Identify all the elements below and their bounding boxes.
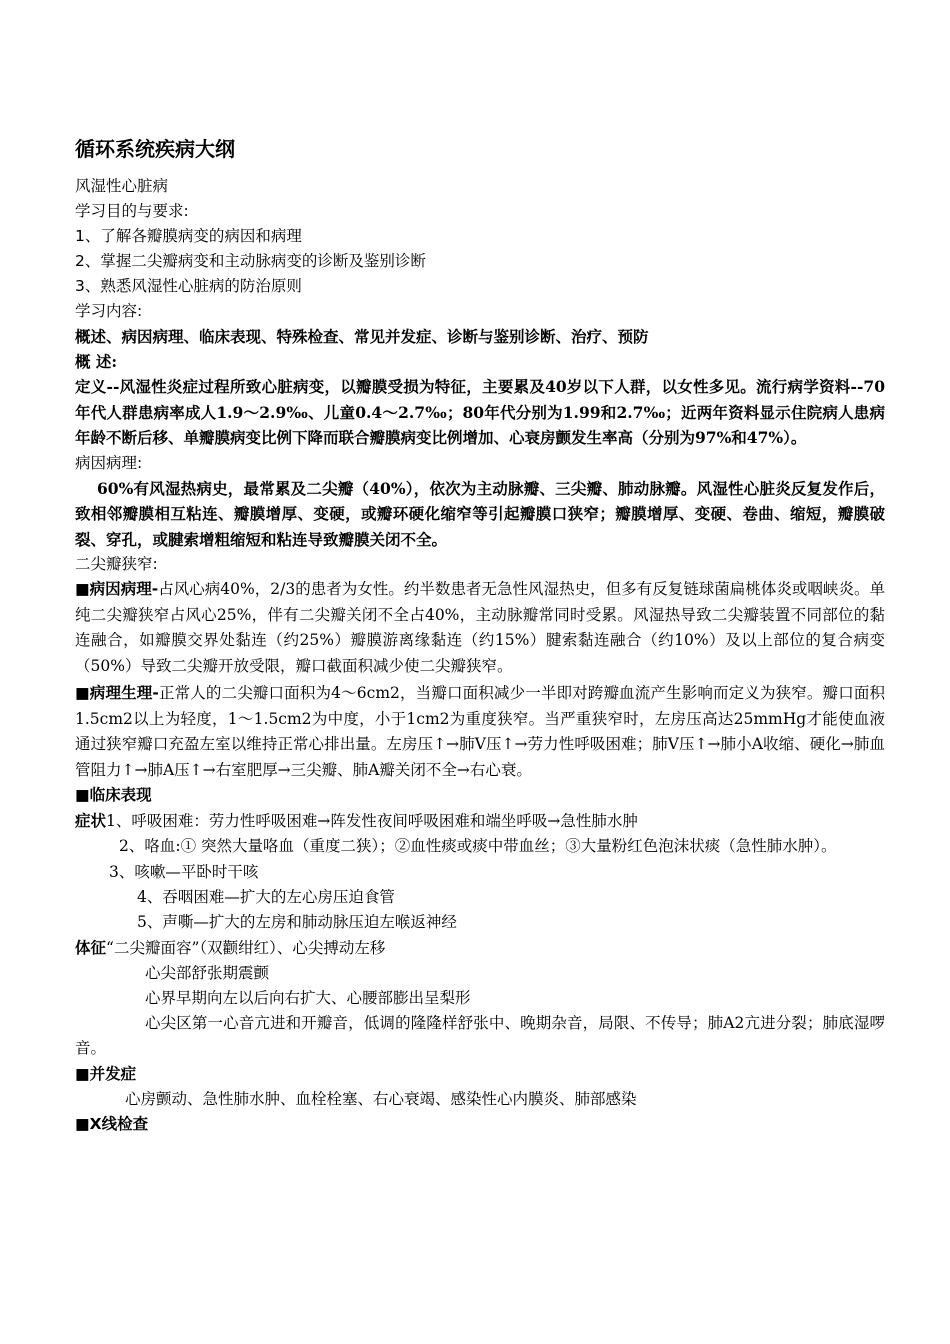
goal-item: 3、熟悉风湿性心脏病的防治原则 xyxy=(75,277,302,295)
etiology-label: 病因病理: xyxy=(75,453,143,472)
symptom-item: 5、声嘶—扩大的左房和肺动脉压迫左喉返神经 xyxy=(137,912,457,931)
ms-pathology-paragraph xyxy=(75,577,885,679)
sign-item: 心界早期向左以后向右扩大、心腰部膨出呈梨形 xyxy=(145,988,471,1007)
xray-label: ■X线检查 xyxy=(75,1114,149,1133)
ms-label: 二尖瓣狭窄: xyxy=(75,555,158,573)
signs-label: 体征 xyxy=(75,937,107,957)
ms-physiology-paragraph xyxy=(75,681,885,783)
ms-physiology-text: 正常人的二尖瓣口面积为4～6cm2，当瓣口面积减少一半即对跨瓣血流产生影响而定义为狭窄。瓣口面积1.5cm2以上为轻度，1～1.5cm2为中度，小于1cm2为重度狭窄。当严重狭窄时，左房压高达25mmHg才能使血液通过狭窄瓣口充盈左室以维持正常心排出量。左房压↑→肺V压↑→劳力性呼吸困难；肺V压↑→肺小A收缩、硬化→肺血管阻力↑→肺A压↑→右室肥厚→三尖瓣、肺A瓣关闭不全→右心衰。 xyxy=(75,684,885,779)
document-page xyxy=(75,132,885,1137)
symptom-line xyxy=(75,808,885,834)
symptom-item-text: 2、咯血:① 突然大量咯血（重度二狭）；②血性痰或痰中带血丝；③大量粉红色泡沫状痰（急性肺水肿）。 xyxy=(119,837,837,855)
sign-item: 心尖区第一心音亢进和开瓣音，低调的隆隆样舒张中、晚期杂音，局限、不传导；肺A2亢进分裂；肺底湿啰音。 xyxy=(75,1013,885,1057)
signs-line xyxy=(75,935,885,961)
goal-item: 2、掌握二尖瓣病变和主动脉病变的诊断及鉴别诊断 xyxy=(75,252,426,270)
overview-paragraph: 定义--风湿性炎症过程所致心脏病变，以瓣膜受损为特征，主要累及40岁以下人群，以女性多见。流行病学资料--70年代人群患病率成人1.9～2.9‰、儿童0.4～2.7‰；80年代分别为1.99和2.7‰；近两年资料显示住院病人患病年龄不断后移、单瓣膜病变比例下降而联合瓣膜病变比例增加、心衰房颤发生率高（分别为97%和47%）。 xyxy=(75,377,885,447)
sign-item: 心尖部舒张期震颤 xyxy=(145,963,270,982)
complications-label: ■并发症 xyxy=(75,1064,137,1083)
goals-label: 学习目的与要求: xyxy=(75,202,189,220)
disease-heading: 风湿性心脏病 xyxy=(75,177,169,195)
complications-text: 心房颤动、急性肺水肿、血栓栓塞、右心衰竭、感染性心内膜炎、肺部感染 xyxy=(125,1089,637,1108)
ms-pathology-label: ■病因病理- xyxy=(75,580,159,598)
symptom-item: 3、咳嗽—平卧时干咳 xyxy=(109,862,259,881)
sign-item: “二尖瓣面容”（双颧绀红）、心尖搏动左移 xyxy=(106,938,386,957)
content-list: 概述、病因病理、临床表现、特殊检查、常见并发症、诊断与鉴别诊断、治疗、预防 xyxy=(75,327,649,346)
clinical-label: ■临床表现 xyxy=(75,786,152,804)
symptoms-label: 症状 xyxy=(75,811,107,830)
ms-physiology-label: ■病理生理- xyxy=(75,684,159,702)
ms-pathology-text: 占风心病40%，2/3的患者为女性。约半数患者无急性风湿热史，但多有反复链球菌扁桃体炎或咽峡炎。单纯二尖瓣狭窄占风心25%，伴有二尖瓣关闭不全占40%，主动脉瓣常同时受累。风湿热导致二尖瓣装置不同部位的黏连融合，如瓣膜交界处黏连（约25%）瓣膜游离缘黏连（约15%）腱索黏连融合（约10%）及以上部位的复合病变（50%）导致二尖瓣开放受限，瓣口截面积减少使二尖瓣狭窄。 xyxy=(75,580,885,675)
document-title: 循环系统疾病大纲 xyxy=(75,137,235,161)
symptom-item xyxy=(75,834,885,860)
content-label: 学习内容: xyxy=(75,302,143,320)
etiology-paragraph: 60%有风湿热病史，最常累及二尖瓣（40%），依次为主动脉瓣、三尖瓣、肺动脉瓣。风湿性心脏炎反复发作后，致相邻瓣膜相互粘连、瓣膜增厚、变硬，或瓣环硬化缩窄等引起瓣膜口狭窄；瓣膜增厚、变硬、卷曲、缩短，瓣膜破裂、穿孔，或腱索增粗缩短和粘连导致瓣膜关闭不全。 xyxy=(75,478,885,549)
overview-label: 概 述: xyxy=(75,352,118,371)
symptom-item: 1、呼吸困难：劳力性呼吸困难→阵发性夜间呼吸困难和端坐呼吸→急性肺水肿 xyxy=(106,812,638,830)
symptom-item: 4、吞咽困难—扩大的左心房压迫食管 xyxy=(137,887,395,906)
goal-item: 1、了解各瓣膜病变的病因和病理 xyxy=(75,227,302,245)
